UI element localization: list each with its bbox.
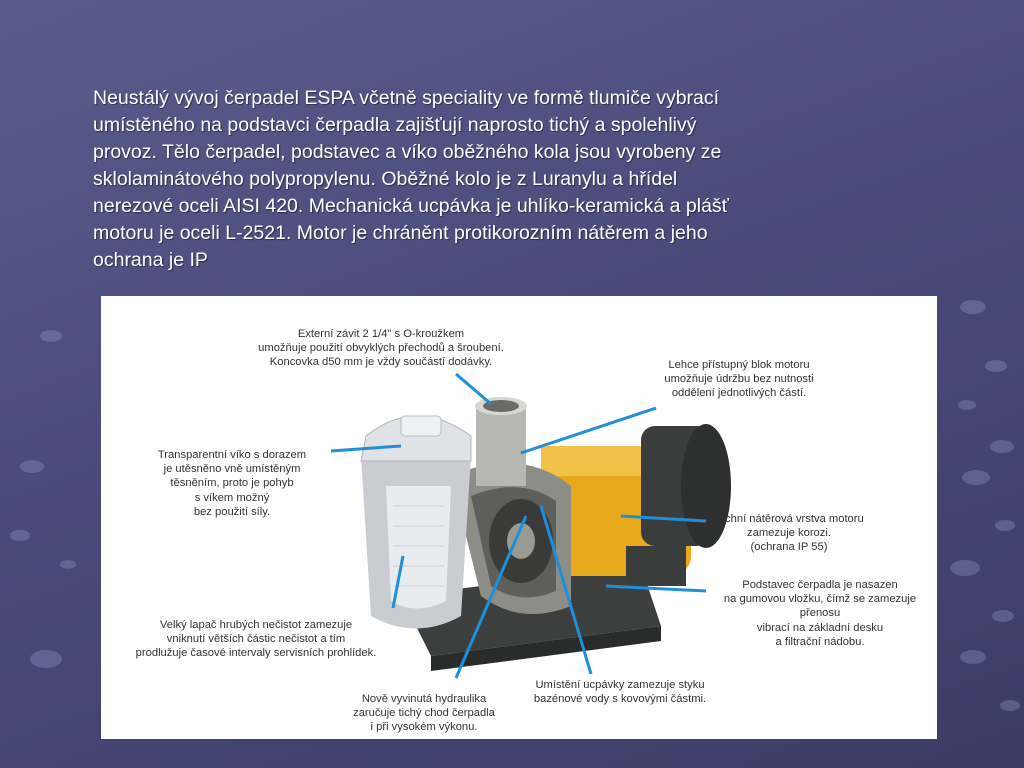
caption-base: Podstavec čerpadla je nasazen na gumovou vložku, čímž se zamezuje přenosu vibrací na základní desku a filtrační nádobu. xyxy=(723,579,917,648)
caption-seal: Umístění ucpávky zamezuje styku bazénové vody s kovovými částmi. xyxy=(533,679,707,706)
caption-hydraulics: Nově vyvinutá hydraulika zaručuje tichý chod čerpadla i při vysokém výkonu. xyxy=(353,693,495,734)
caption-coating: Vrchní nátěrová vrstva motoru zamezuje korozi. (ochrana IP 55) xyxy=(714,513,864,554)
pump-diagram-figure xyxy=(101,296,937,739)
caption-motor-block: Lehce přístupný blok motoru umožňuje údržbu bez nutnosti oddělení jednotlivých částí. xyxy=(664,359,814,400)
caption-thread: Externí závit 2 1/4" s O-kroužkem umožňuje použití obvyklých přechodů a šroubení. Koncovka d50 mm je vždy součástí dodávky. xyxy=(258,328,504,369)
caption-lid: Transparentní víko s dorazem je utěsněno vně umístěným těsněním, proto je pohyb s víkem možný bez použití síly. xyxy=(157,449,307,518)
caption-strainer: Velký lapač hrubých nečistot zamezuje vniknutí větších částic nečistot a tím prodlužuje časové intervaly servisních prohlídek. xyxy=(135,619,377,660)
outlet-pipe xyxy=(475,397,527,486)
slide-body-text: Neustálý vývoj čerpadel ESPA včetně speciality ve formě tlumiče vybrací umístěného na podstavci čerpadla zajišťují naprosto tichý a spolehlivý provoz. Tělo čerpadel, podstavec a víko oběžného kola jsou vyrobeny ze sklolaminátového polypropylenu. Oběžné kolo je z Luranylu a hřídel nerezové oceli AISI 420. Mechanická ucpávka je uhlíko-keramická a plášť motoru je oceli L-2521. Motor je chráněnt protikorozním nátěrem a jeho ochrana je IP xyxy=(93,87,729,271)
